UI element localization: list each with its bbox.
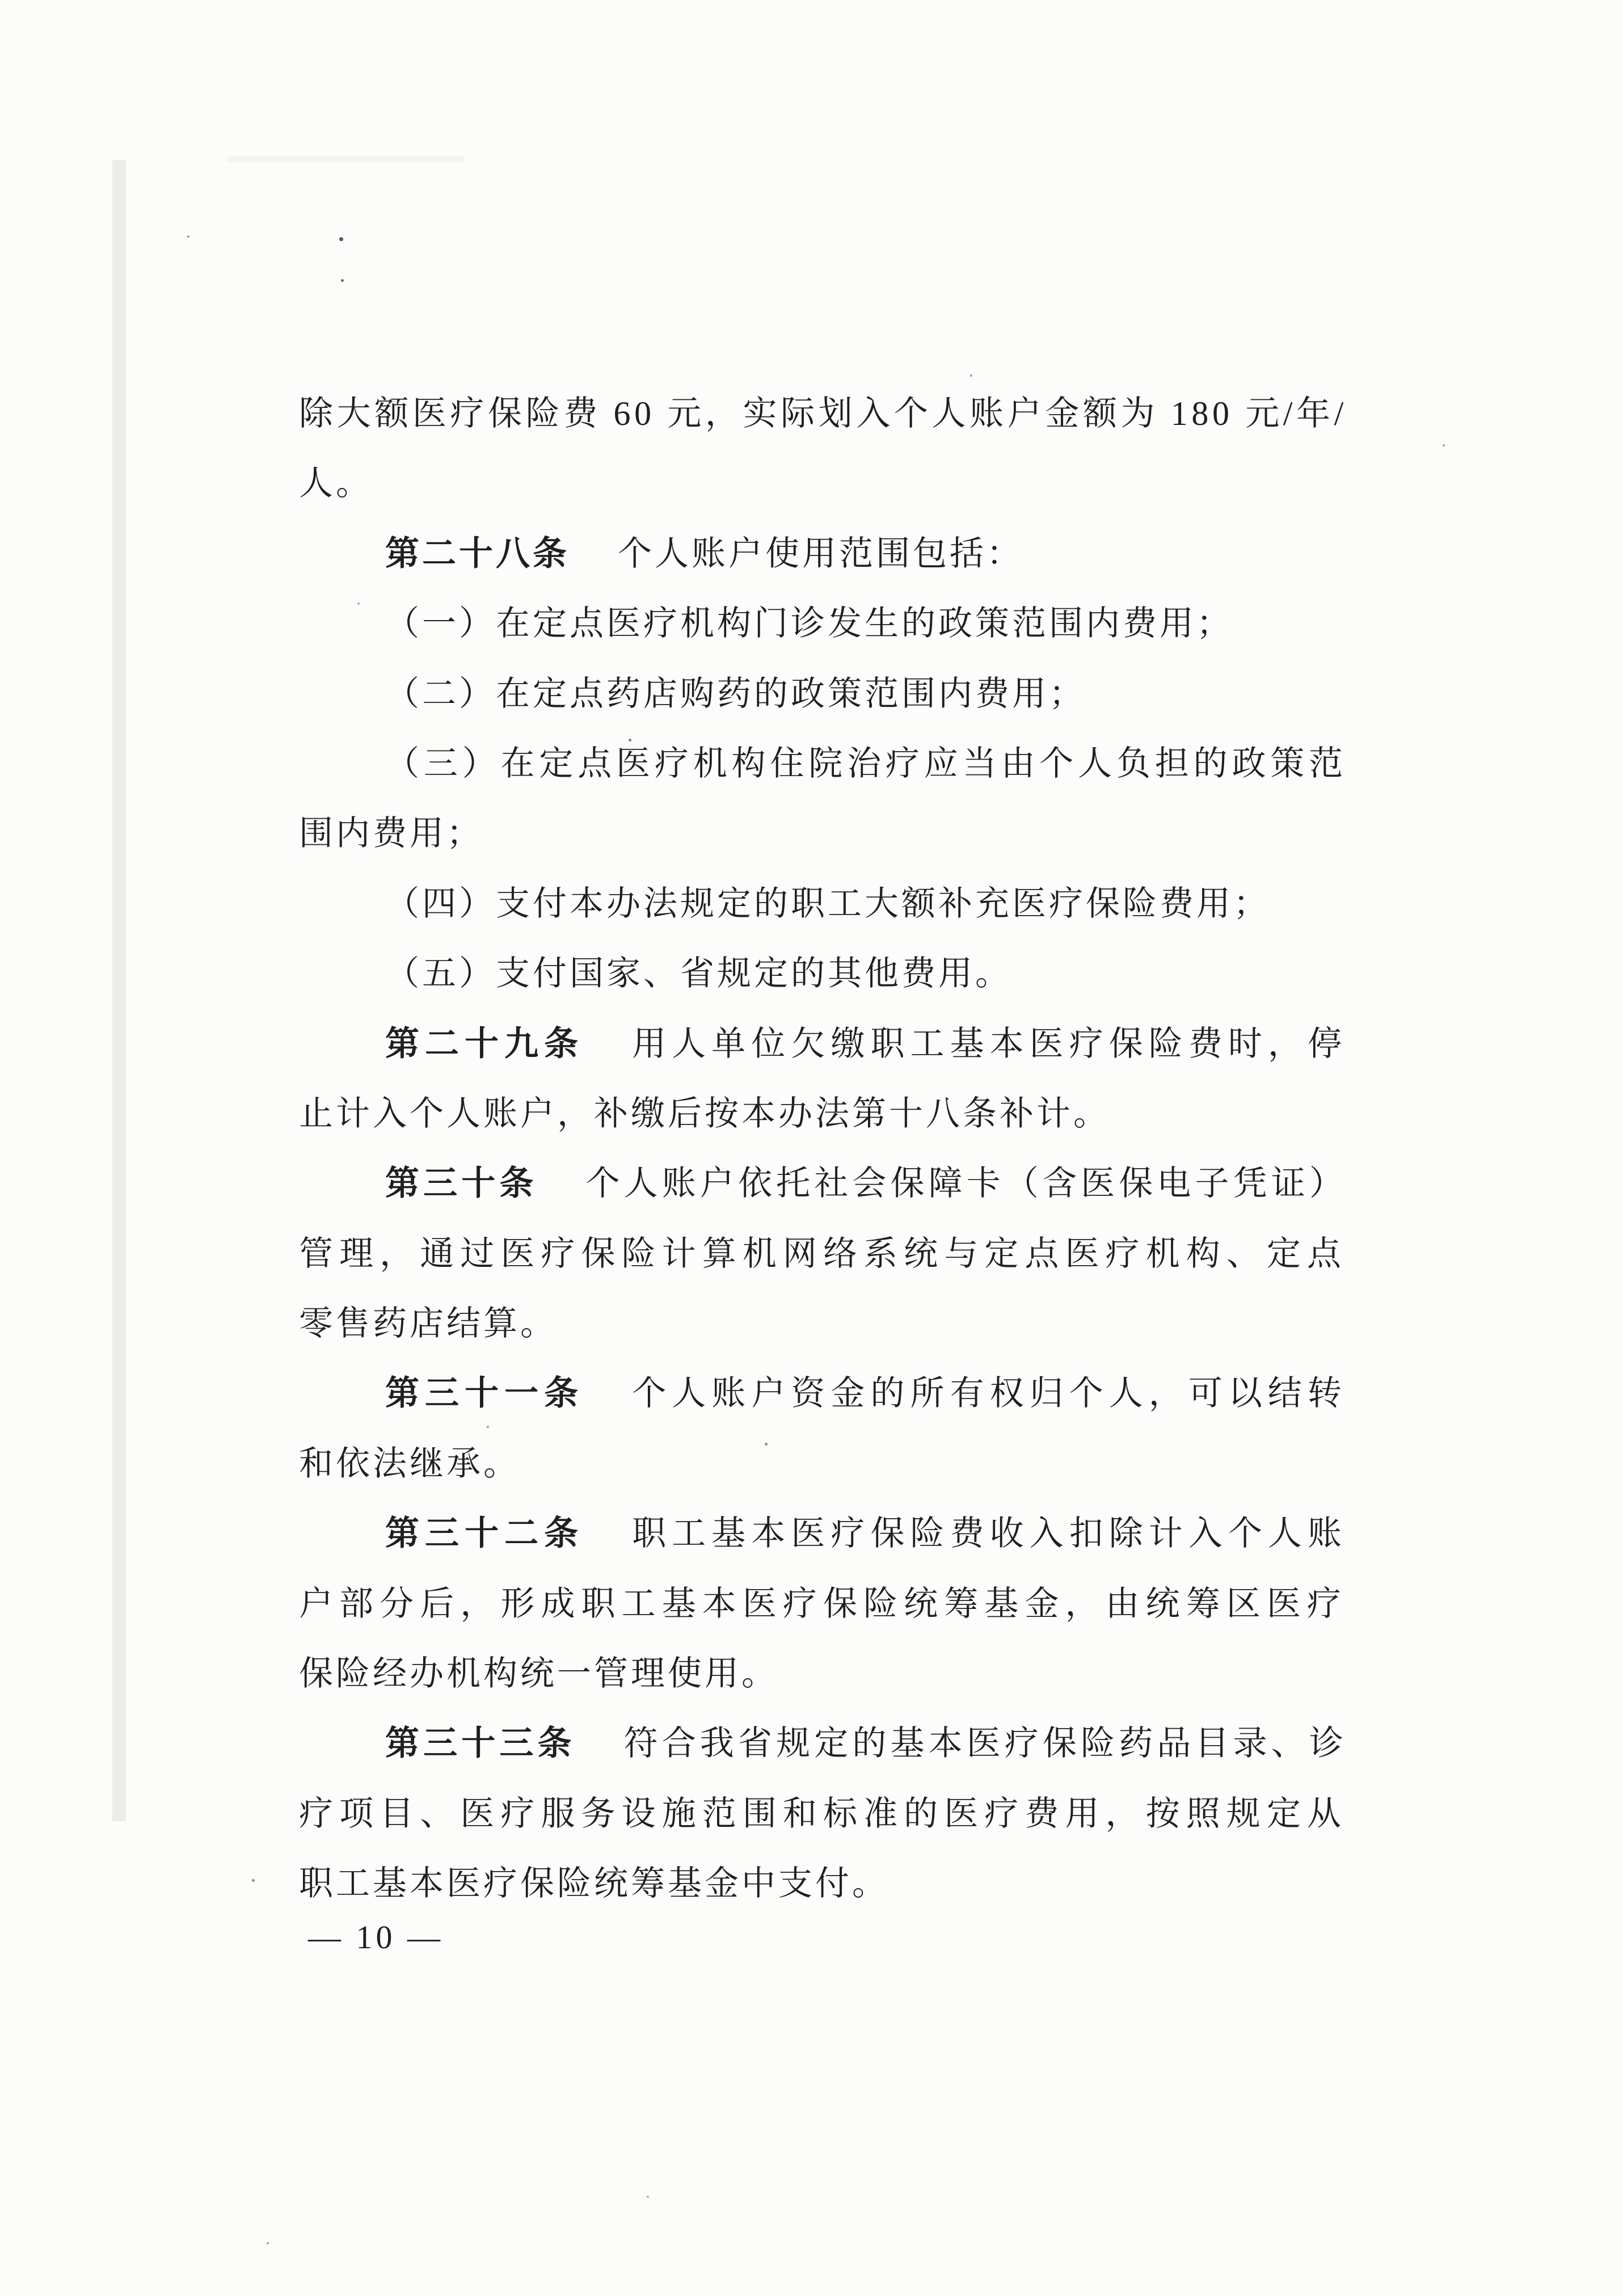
line-text: （一）在定点医疗机构门诊发生的政策范围内费用；: [385, 605, 1233, 643]
article-heading-line: [299, 1499, 1347, 1569]
line-text: 个人账户依托社会保障卡（含医保电子凭证）: [585, 1165, 1347, 1203]
text-line: [299, 869, 1347, 939]
scan-smudge: [227, 156, 465, 163]
line-text: 止计入个人账户，补缴后按本办法第十八条补计。: [299, 1094, 1110, 1132]
scan-speck: [341, 279, 344, 282]
line-text: 人。: [299, 465, 373, 503]
text-line: [299, 1639, 1347, 1709]
text-line: [299, 1849, 1347, 1919]
text-line: [299, 1219, 1347, 1289]
line-text: （二）在定点药店购药的政策范围内费用；: [385, 675, 1086, 713]
article-number: 第三十二条: [385, 1515, 584, 1553]
text-line: [299, 1779, 1347, 1849]
line-text: 疗项目、医疗服务设施范围和标准的医疗费用，按照规定从: [299, 1794, 1347, 1832]
text-line: [299, 1079, 1347, 1149]
text-line: [299, 589, 1347, 659]
text-line: [299, 939, 1347, 1009]
text-line: [299, 1569, 1347, 1639]
article-heading-line: [299, 1149, 1347, 1219]
article-number: 第二十九条: [385, 1025, 584, 1063]
line-text: 个人账户资金的所有权归个人，可以结转: [632, 1375, 1348, 1413]
article-number: 第三十条: [385, 1165, 538, 1203]
text-line: [299, 729, 1347, 799]
scan-speck: [252, 1879, 255, 1882]
line-text: 零售药店结算。: [299, 1305, 557, 1343]
article-heading-line: [299, 1359, 1347, 1429]
scan-speck: [339, 237, 343, 241]
line-text: 职工基本医疗保险费收入扣除计入个人账: [632, 1515, 1348, 1553]
article-number: 第二十八条: [385, 534, 570, 572]
scan-speck: [267, 2242, 269, 2244]
text-line: [299, 1429, 1347, 1499]
line-text: 符合我省规定的基本医疗保险药品目录、诊: [623, 1725, 1347, 1763]
line-text: 个人账户使用范围包括：: [618, 534, 1023, 572]
text-line: [299, 449, 1347, 519]
line-text: （三）在定点医疗机构住院治疗应当由个人负担的政策范: [385, 744, 1347, 782]
line-text: （四）支付本办法规定的职工大额补充医疗保险费用；: [385, 884, 1270, 922]
line-text: 管理，通过医疗保险计算机网络系统与定点医疗机构、定点: [299, 1235, 1347, 1273]
scanner-band-artifact: [112, 160, 126, 1821]
article-number: 第三十三条: [385, 1725, 576, 1763]
scan-speck: [970, 374, 972, 377]
scan-speck: [647, 2196, 649, 2198]
text-line: [299, 799, 1347, 869]
document-text-block: [299, 379, 1347, 1919]
article-heading-line: [299, 1709, 1347, 1779]
article-heading-line: [299, 1009, 1347, 1079]
text-line: [299, 379, 1347, 449]
line-text: 职工基本医疗保险统筹基金中支付。: [299, 1865, 889, 1903]
text-line: [299, 1289, 1347, 1359]
page-number: — 10 —: [308, 1919, 444, 1956]
line-text: 除大额医疗保险费 60 元，实际划入个人账户金额为 180 元/年/: [299, 395, 1347, 432]
line-text: 和依法继承。: [299, 1444, 520, 1482]
scan-speck: [187, 235, 189, 238]
line-text: 用人单位欠缴职工基本医疗保险费时，停: [632, 1025, 1348, 1063]
text-line: [299, 659, 1347, 729]
article-heading-line: [299, 519, 1347, 589]
line-text: 围内费用；: [299, 815, 483, 853]
scan-speck: [1443, 444, 1445, 446]
line-text: （五）支付国家、省规定的其他费用。: [385, 955, 1012, 993]
article-number: 第三十一条: [385, 1375, 584, 1413]
line-text: 保险经办机构统一管理使用。: [299, 1655, 778, 1693]
line-text: 户部分后，形成职工基本医疗保险统筹基金，由统筹区医疗: [299, 1585, 1347, 1623]
